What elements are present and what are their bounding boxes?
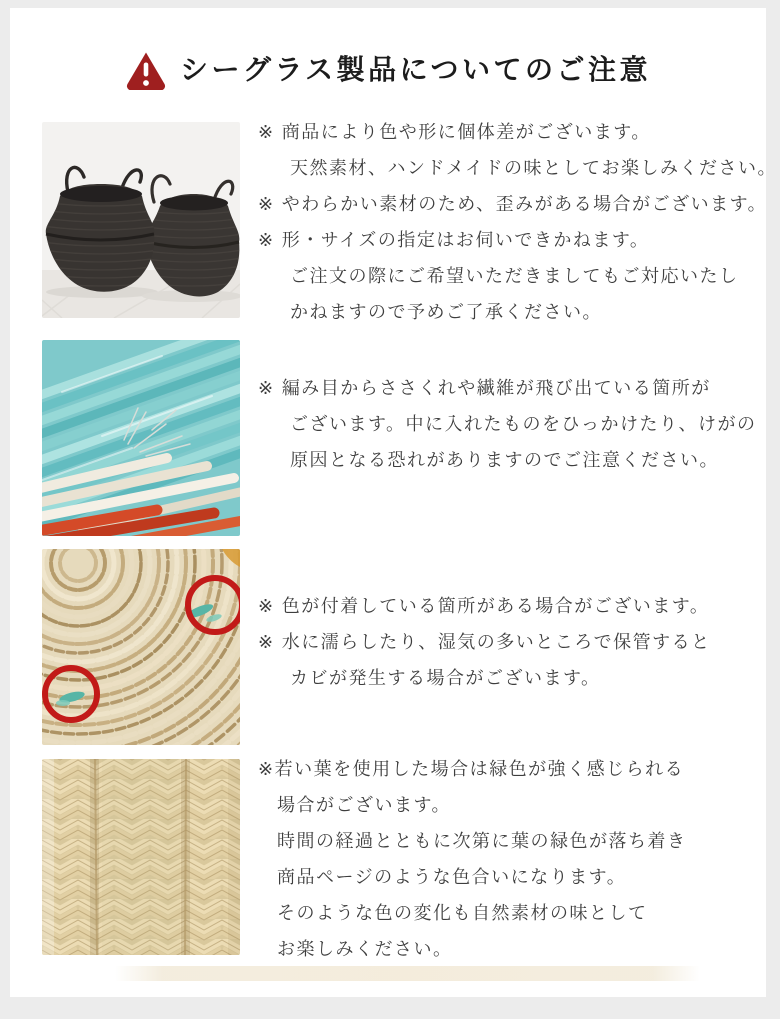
note-line-continuation: 時間の経過とともに次第に葉の緑色が落ち着き [277, 831, 687, 852]
note-line-continuation: ございます。中に入れたものをひっかけたり、けがの [290, 414, 757, 435]
note-line: ※ 形・サイズの指定はお伺いできかねます。 [258, 230, 650, 251]
note-line: ※ やわらかい素材のため、歪みがある場合がございます。 [258, 194, 768, 215]
notice-sections [10, 122, 777, 960]
herringbone-texture-photo [42, 759, 240, 955]
teal-weave-photo [42, 340, 240, 536]
warning-triangle-icon [125, 50, 167, 90]
note-line-continuation: 天然素材、ハンドメイドの味としてお楽しみください。 [290, 158, 777, 179]
note-line-continuation: ご注文の際にご希望いただきましてもご対応いたし [290, 266, 739, 287]
note-line-continuation: カビが発生する場合がございます。 [290, 668, 601, 689]
note-line: ※ 色が付着している箇所がある場合がございます。 [258, 596, 710, 617]
note-line: ※ 編み目からささくれや繊維が飛び出ている箇所が [258, 378, 711, 399]
section-product-variation [42, 122, 777, 323]
note-line: ※ 商品により色や形に個体差がございます。 [258, 122, 651, 143]
note-line-continuation: そのような色の変化も自然素材の味として [277, 903, 648, 924]
note-line-continuation: かねますので予めご了承ください。 [290, 302, 602, 323]
note-line: ※若い葉を使用した場合は緑色が強く感じられる [258, 759, 685, 780]
section-green-color-change [42, 759, 766, 960]
section-notes [258, 115, 777, 323]
note-line-continuation: 商品ページのような色合いになります。 [277, 867, 627, 888]
note-line-continuation: 場合がございます。 [277, 795, 452, 816]
circled-color-spots-photo [42, 549, 240, 745]
notice-card [10, 8, 777, 997]
section-notes [258, 371, 757, 479]
note-line-continuation: 原因となる恐れがありますのでご注意ください。 [290, 450, 719, 471]
note-line-continuation: お楽しみください。 [277, 939, 453, 960]
section-frayed-fibers [42, 340, 766, 536]
note-line: ※ 水に濡らしたり、湿気の多いところで保管すると [258, 632, 711, 653]
section-notes [258, 589, 711, 697]
page-title: シーグラス製品についてのご注意 [179, 53, 652, 86]
section-color-spots [42, 549, 766, 745]
faint-photo-edge [115, 966, 700, 981]
section-notes [258, 752, 687, 960]
notice-header [10, 50, 766, 90]
black-baskets-photo [42, 122, 240, 318]
